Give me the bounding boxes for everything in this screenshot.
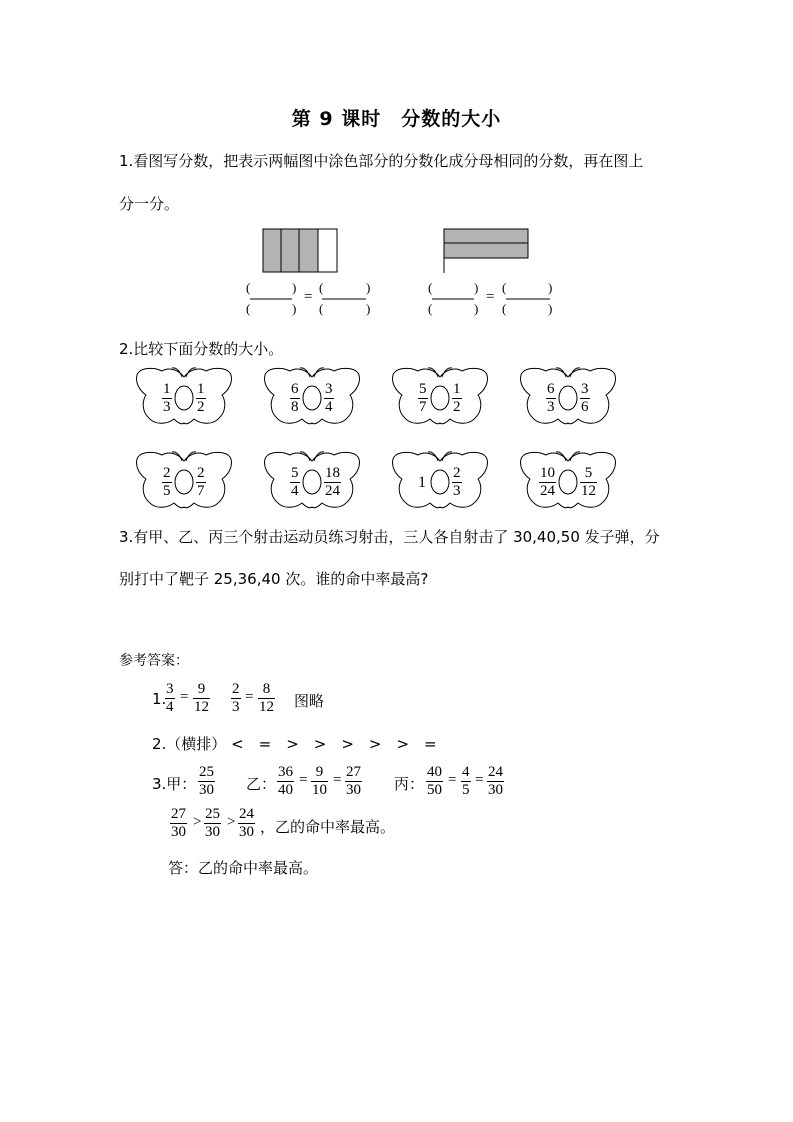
butterfly (518, 449, 618, 515)
shaded-row (444, 243, 528, 258)
q1-line1: 1.看图写分数，把表示两幅图中涂色部分的分数化成分母相同的分数，再在图上 (119, 152, 644, 170)
answer1-fraction: $\frac{3}{4}$ (166, 681, 174, 715)
answer1-fraction: $\frac{9}{12}$ (194, 681, 209, 715)
butterfly-outline (518, 365, 618, 431)
butterfly-outline (390, 449, 490, 515)
butterfly-left-fraction: $\frac{5}{4}$ (291, 465, 299, 499)
answer1-note: 图略 (294, 692, 325, 710)
butterfly-left-fraction: $\frac{10}{24}$ (540, 465, 555, 499)
butterfly-outline (262, 449, 362, 515)
butterfly-right-fraction: $\frac{1}{2}$ (197, 381, 205, 415)
shaded-row (444, 229, 528, 243)
q3-line2: 别打中了靶子 25,36,40 次。谁的命中率最高? (119, 570, 429, 588)
butterfly-left-fraction: $\frac{6}{8}$ (291, 381, 299, 415)
shaded-column (263, 229, 281, 272)
butterfly-outline (518, 449, 618, 515)
answer1-prefix: 1. (152, 690, 167, 708)
answer1-fraction: $\frac{2}{3}$ (232, 681, 240, 715)
equals-sign: = (299, 772, 308, 788)
answer3-fraction: $\frac{24}{30}$ (239, 806, 254, 840)
butterfly (518, 365, 618, 431)
answer3-fraction: $\frac{27}{30}$ (346, 764, 361, 798)
answer3-fraction: $\frac{9}{10}$ (312, 764, 327, 798)
answer3-fraction: $\frac{4}{5}$ (462, 764, 470, 798)
q1-line2: 分一分。 (119, 195, 180, 213)
greater-than-sign: > (227, 814, 236, 830)
equals-sign: = (475, 772, 484, 788)
answer3-final: 答：乙的命中率最高。 (168, 859, 319, 877)
equals-sign: = (448, 772, 457, 788)
butterfly (134, 449, 234, 515)
butterfly-right-fraction: $\frac{3}{6}$ (581, 381, 589, 415)
answer3-conclusion: ，乙的命中率最高。 (260, 818, 396, 836)
equals-sign: = (180, 689, 189, 705)
answer3-fraction: $\frac{25}{30}$ (199, 764, 214, 798)
shaded-column (281, 229, 299, 272)
butterfly-left-fraction: $\frac{2}{5}$ (163, 465, 171, 499)
answer1-fraction: $\frac{8}{12}$ (259, 681, 274, 715)
butterfly (134, 365, 234, 431)
answer2: 2.（横排） < = > > > > > = (152, 735, 437, 753)
shaded-column (299, 229, 318, 272)
q1-blank-lines-left (250, 298, 370, 302)
butterfly-left-fraction: $\frac{1}{3}$ (163, 381, 171, 415)
butterfly-right-fraction: $\frac{1}{2}$ (453, 381, 461, 415)
q3-line1: 3.有甲、乙、丙三个射击运动员练习射击，三人各自射击了 30,40,50 发子弹，分 (119, 528, 660, 546)
butterfly-outline (390, 365, 490, 431)
answers-heading: 参考答案： (119, 653, 189, 669)
answer3-fraction: $\frac{24}{30}$ (488, 764, 503, 798)
butterfly-right-fraction: $\frac{5}{12}$ (581, 465, 596, 499)
blank-column (318, 229, 337, 272)
butterfly (390, 365, 490, 431)
butterfly (262, 365, 362, 431)
butterfly-outline (134, 365, 234, 431)
answer3-bing-label: 丙： (394, 775, 425, 793)
answer3-yi-label: 乙： (246, 775, 277, 793)
q2-text: 2.比较下面分数的大小。 (119, 340, 284, 358)
equals-sign: = (333, 772, 342, 788)
butterfly-outline (262, 365, 362, 431)
answer3-jia-label: 3.甲： (152, 775, 197, 793)
butterfly-right-fraction: $\frac{2}{7}$ (197, 465, 205, 499)
equals-sign: = (245, 689, 254, 705)
butterfly-right-fraction: $\frac{2}{3}$ (453, 465, 461, 499)
butterfly (262, 449, 362, 515)
answer3-fraction: $\frac{25}{30}$ (205, 806, 220, 840)
butterfly-left-fraction: $\frac{5}{7}$ (419, 381, 427, 415)
butterfly-outline (134, 449, 234, 515)
answer3-fraction: $\frac{40}{50}$ (427, 764, 442, 798)
butterfly-left-fraction: $\frac{6}{3}$ (547, 381, 555, 415)
butterfly-left-fraction: 1 (418, 474, 426, 491)
butterfly-right-fraction: $\frac{3}{4}$ (325, 381, 333, 415)
answer3-fraction: $\frac{36}{40}$ (278, 764, 293, 798)
q1-blank-lines-right (432, 298, 554, 302)
figure-rows (443, 228, 531, 274)
page-title: 第 9 课时 分数的大小 (291, 108, 502, 130)
answer3-fraction: $\frac{27}{30}$ (171, 806, 186, 840)
greater-than-sign: > (193, 814, 202, 830)
figure-columns (262, 228, 340, 274)
butterfly (390, 449, 490, 515)
butterfly-right-fraction: $\frac{18}{24}$ (325, 465, 340, 499)
